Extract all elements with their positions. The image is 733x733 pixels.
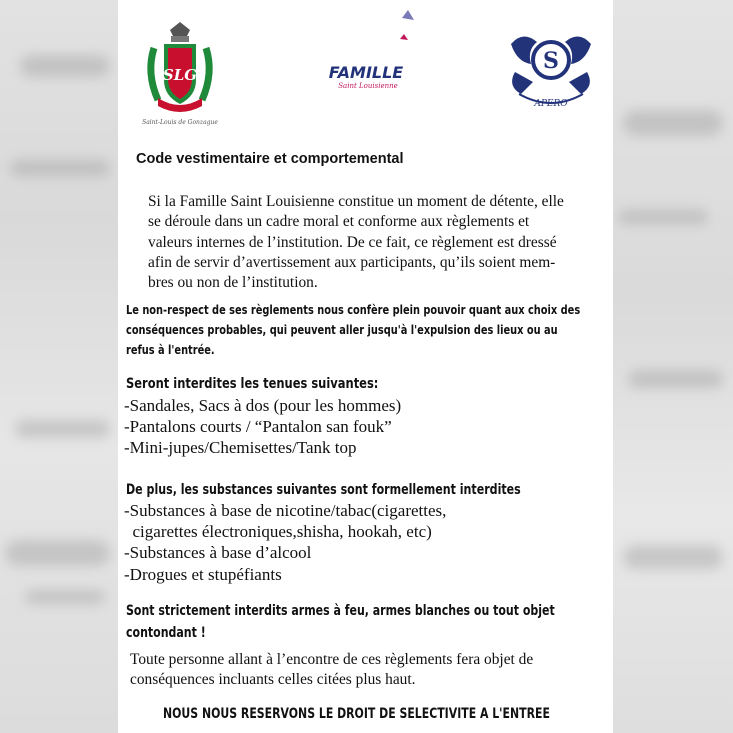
intro-line: Si la Famille Saint Louisienne constitue un moment de détente, elle bbox=[148, 193, 564, 210]
intro-line: se déroule dans un cadre moral et conforme aux règlements et bbox=[148, 213, 530, 231]
dress-heading: Seront interdites les tenues suivantes: bbox=[126, 376, 379, 392]
warning-line: conséquences probables, qui peuvent aller jusqu'à l'expulsion des lieux ou au bbox=[126, 322, 558, 337]
consequence-line: conséquences incluants celles citées plus haut. bbox=[130, 671, 416, 688]
consequence-paragraph bbox=[130, 650, 533, 690]
slg-monogram: SLG bbox=[162, 66, 198, 84]
footer-notice: NOUS NOUS RESERVONS LE DROIT DE SELECTIVITE A L'ENTREE bbox=[163, 706, 550, 722]
weapons-paragraph bbox=[126, 600, 672, 644]
famille-logo bbox=[316, 4, 416, 104]
weapons-line: Sont strictement interdits armes à feu, armes blanches ou tout objet bbox=[126, 603, 555, 619]
apero-caption: APERO bbox=[534, 99, 568, 109]
substance-item: -Substances à base d’alcool bbox=[124, 543, 312, 562]
logo-header bbox=[118, 0, 613, 135]
apero-crest-logo bbox=[501, 22, 601, 118]
intro-line: afin de servir d’avertissement aux participants, qu’ils soient mem- bbox=[148, 253, 556, 271]
substances-heading: De plus, les substances suivantes sont formellement interdites bbox=[126, 482, 521, 498]
weapons-line: contondant ! bbox=[126, 625, 206, 641]
slg-crest-logo bbox=[140, 18, 220, 130]
substance-item: -Substances à base de nicotine/tabac(cigarettes, bbox=[124, 501, 447, 520]
warning-line: refus à l'entrée. bbox=[126, 342, 215, 357]
substance-item: cigarettes électroniques,shisha, hookah, etc) bbox=[124, 522, 432, 541]
consequence-line: Toute personne allant à l’encontre de ces règlements fera objet de bbox=[130, 651, 534, 668]
intro-paragraph bbox=[148, 192, 564, 293]
warning-line: Le non-respect de ses règlements nous confère plein pouvoir quant aux choix des bbox=[126, 302, 581, 317]
regulation-sheet bbox=[118, 0, 613, 733]
warning-paragraph bbox=[126, 300, 705, 360]
blurred-background-left bbox=[0, 0, 118, 733]
apero-monogram: S bbox=[543, 48, 559, 74]
intro-line: valeurs internes de l’institution. De ce fait, ce règlement est dressé bbox=[148, 233, 557, 251]
famille-wordmark: FAMILLE bbox=[328, 63, 404, 82]
dress-item: -Mini-jupes/Chemisettes/Tank top bbox=[124, 438, 357, 457]
dress-item: -Sandales, Sacs à dos (pour les hommes) bbox=[124, 396, 402, 415]
slg-caption: Saint-Louis de Gonzague bbox=[142, 119, 218, 126]
intro-line: bres ou non de l’institution. bbox=[148, 274, 318, 292]
dress-item: -Pantalons courts / “Pantalon san fouk” bbox=[124, 417, 392, 436]
page-title: Code vestimentaire et comportemental bbox=[136, 151, 404, 167]
substance-item: -Drogues et stupéfiants bbox=[124, 565, 282, 584]
saint-louisienne-script: Saint Louisienne bbox=[338, 82, 398, 90]
